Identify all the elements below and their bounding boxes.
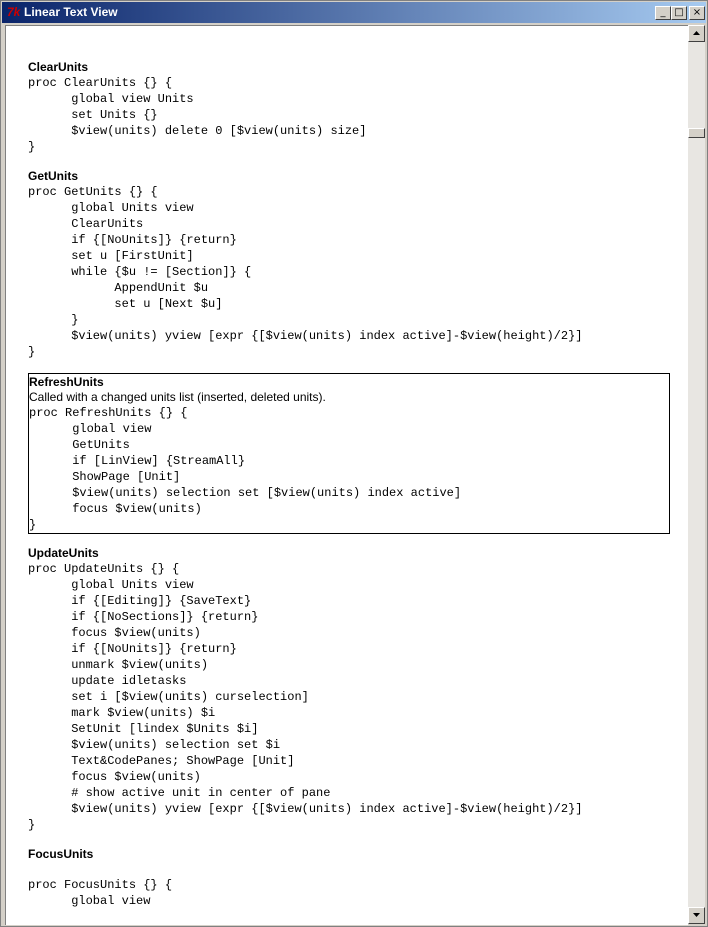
title-bar[interactable] — [2, 2, 706, 23]
unit-code[interactable]: proc UpdateUnits {} { global Units view if {[Editing]} {SaveText} if {[NoSections]} {return} focus $view(units) if {[NoUnits]} {return} unmark $view(units) update idletasks set i [$view(units) curselection] mark $view(units) $i SetUnit [lindex $Units $i] $view(units) selection set $i Text&CodePanes; ShowPage [Unit] focus $view(units) # show active unit in center of pane $view(units) yview [expr {[$view(units) index active]-$view(height)/2}] } — [28, 562, 583, 832]
minimize-icon: _ — [660, 7, 666, 18]
unit-block-refreshunits-selected[interactable] — [28, 373, 670, 534]
scroll-down-arrow-icon — [693, 913, 700, 917]
scroll-thumb[interactable] — [688, 128, 705, 138]
linear-text-pane[interactable] — [5, 25, 688, 925]
scroll-down-button[interactable] — [688, 907, 705, 924]
unit-title: UpdateUnits — [28, 546, 99, 560]
unit-block-clearunits[interactable] — [28, 59, 668, 155]
tk-app-icon[interactable]: 7k — [7, 5, 21, 19]
scroll-up-arrow-icon — [693, 31, 700, 35]
unit-code[interactable]: proc ClearUnits {} { global view Units set Units {} $view(units) delete 0 [$view(units) size] } — [28, 76, 367, 154]
maximize-button[interactable] — [671, 6, 687, 20]
close-icon: × — [692, 7, 702, 18]
unit-code[interactable]: proc GetUnits {} { global Units view ClearUnits if {[NoUnits]} {return} set u [FirstUnit] while {$u != [Section]} { AppendUnit $u set u [Next $u] } $view(units) yview [expr {[$view(units) index active]-$view(height)/2}] } — [28, 185, 583, 359]
unit-description: Called with a changed units list (inserted, deleted units). — [29, 390, 326, 404]
window-title: Linear Text View — [24, 5, 118, 19]
unit-block-focusunits[interactable] — [28, 846, 668, 909]
unit-block-updateunits[interactable] — [28, 545, 668, 833]
scroll-up-button[interactable] — [688, 25, 705, 42]
vertical-scrollbar[interactable] — [688, 25, 705, 924]
unit-title: GetUnits — [28, 169, 79, 183]
unit-title: RefreshUnits — [29, 375, 104, 389]
unit-title: FocusUnits — [28, 847, 94, 861]
unit-title: ClearUnits — [28, 60, 89, 74]
unit-code[interactable]: proc RefreshUnits {} { global view GetUnits if [LinView] {StreamAll} ShowPage [Unit] $view(units) selection set [$view(units) index active] focus $view(units) } — [29, 406, 462, 532]
minimize-button[interactable] — [655, 6, 671, 20]
unit-code[interactable]: proc FocusUnits {} { global view — [28, 878, 173, 908]
unit-block-getunits[interactable] — [28, 168, 668, 360]
maximize-icon: □ — [674, 7, 684, 18]
close-button[interactable] — [689, 6, 705, 20]
